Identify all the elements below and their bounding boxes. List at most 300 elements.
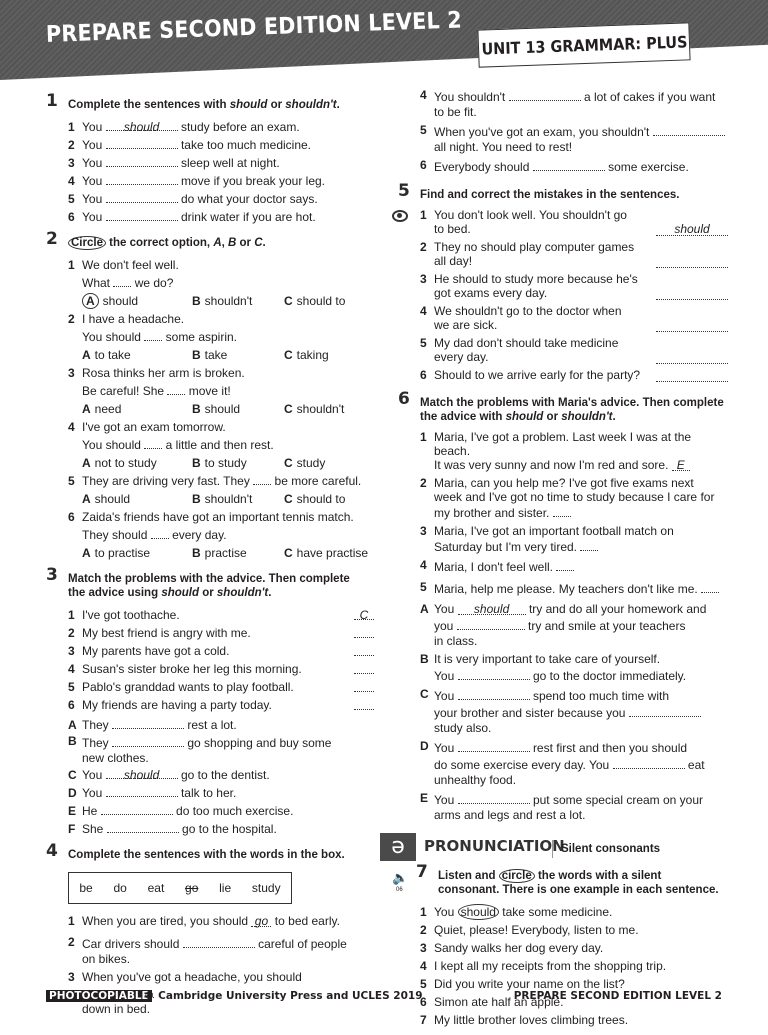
circle-word: circle (499, 869, 535, 883)
item-text: got exams every day. (434, 286, 548, 300)
option-letter: B (192, 492, 201, 506)
correction-item (398, 336, 728, 364)
advice-c (398, 687, 728, 736)
answer-gap[interactable] (183, 935, 255, 948)
item-number: 3 (68, 156, 75, 170)
item-number: 5 (68, 192, 75, 206)
item-number: 2 (68, 138, 75, 152)
item-number: 4 (68, 174, 75, 188)
correction-item (398, 240, 728, 268)
exercise-3-problems (46, 606, 374, 714)
sentence-item (398, 903, 728, 921)
exercise-7-items (398, 903, 728, 1029)
advice-d (398, 739, 728, 788)
exercise-instruction (420, 392, 728, 424)
item-letter: E (420, 791, 429, 805)
instruction-word: shouldn't (561, 411, 613, 423)
question-item (46, 472, 374, 490)
sentence-item (46, 208, 374, 226)
item-text: Maria, help me please. My teachers don't like me. (434, 582, 698, 596)
option-a[interactable] (82, 454, 157, 472)
option-letter: B (192, 348, 201, 362)
option-letter: A (82, 456, 91, 470)
advice-item (46, 802, 374, 820)
exercise-5 (398, 181, 728, 386)
item-text: Did you write your name on the list? (434, 977, 625, 991)
answer-gap[interactable] (106, 190, 178, 203)
answer-gap[interactable] (106, 154, 178, 167)
item-text: You (434, 793, 455, 807)
item-number: 5 (420, 123, 427, 137)
answer-gap[interactable] (253, 472, 271, 485)
sentence-item (46, 154, 374, 172)
item-text: talk to her. (180, 786, 237, 800)
sentence-item (46, 935, 374, 967)
instruction-text: or (267, 99, 286, 111)
instruction-text: the advice using (68, 587, 162, 599)
item-text: do some exercise every day. You (434, 758, 610, 772)
option-text: take (204, 348, 228, 362)
answer-gap[interactable] (113, 274, 131, 287)
word-option: study (251, 881, 281, 895)
item-text: Simon ate half an apple. (434, 995, 564, 1009)
option-letter: A (82, 293, 99, 309)
answer-gap[interactable] (533, 158, 605, 171)
answer-gap[interactable]: should (458, 602, 526, 615)
option-text: study (296, 456, 326, 470)
item-text: My friends are having a party today. (82, 698, 272, 712)
sentence-item (46, 914, 374, 932)
item-text: go shopping and buy some (187, 736, 332, 750)
sentence-item (46, 118, 374, 136)
option-text: shouldn't (204, 492, 253, 506)
correction-answer[interactable] (656, 368, 728, 382)
item-number: 5 (68, 474, 75, 488)
correction-item (398, 272, 728, 300)
answer-gap[interactable] (167, 382, 185, 395)
option-letter: A (213, 237, 222, 249)
item-text: take too much medicine. (180, 138, 312, 152)
answer-gap[interactable] (107, 820, 179, 833)
item-text: Maria, I've got a problem. Last week I was at the beach. (434, 430, 692, 458)
word-box (68, 872, 292, 904)
problem-item (46, 606, 374, 624)
option-text: not to study (94, 456, 157, 470)
word-option: lie (219, 881, 232, 895)
item-text: When you are tired, you should (82, 914, 249, 928)
exercise-2 (46, 229, 374, 562)
item-text: You (434, 905, 458, 919)
item-number: 7 (420, 1013, 427, 1027)
instruction-word: should (229, 99, 268, 111)
question-line (46, 436, 374, 454)
answer-options (46, 490, 374, 508)
exercise-instruction (68, 568, 374, 600)
item-number: 4 (420, 959, 427, 973)
option-letter: C (284, 348, 293, 362)
exercise-3-advice (46, 716, 374, 838)
answer-gap[interactable] (613, 756, 685, 769)
option-c[interactable] (284, 400, 344, 418)
answer-gap[interactable] (144, 436, 162, 449)
instruction-text: the words with a silent (534, 870, 662, 882)
option-text: shouldn't (296, 402, 345, 416)
item-text: you (434, 619, 454, 633)
correction-answer[interactable] (656, 254, 728, 268)
item-text: They (82, 718, 109, 732)
advice-item (46, 734, 374, 766)
item-text: in class. (434, 634, 478, 648)
match-answer[interactable] (701, 580, 719, 593)
item-text: arms and legs and rest a lot. (434, 808, 586, 822)
sentence-item (398, 123, 728, 155)
item-text: Everybody should (434, 160, 530, 174)
option-b[interactable] (192, 454, 247, 472)
question-item (46, 310, 374, 328)
instruction-text: . (336, 99, 340, 111)
advice-b (398, 652, 728, 684)
exercise-instruction (68, 94, 374, 112)
item-text: some exercise. (608, 160, 689, 174)
answer-gap[interactable] (458, 687, 530, 700)
answer-gap[interactable] (509, 88, 581, 101)
answer-gap[interactable] (101, 802, 173, 815)
item-number: 4 (420, 88, 427, 102)
option-text: should (204, 402, 241, 416)
exercise-instruction (438, 865, 728, 897)
option-letter: A (82, 402, 91, 416)
correction-answer[interactable]: should (656, 222, 728, 236)
item-letter: D (420, 739, 429, 753)
option-letter: A (82, 546, 91, 560)
left-column (46, 91, 374, 1023)
item-text: My parents have got a cold. (82, 644, 230, 658)
item-number: 1 (68, 608, 75, 622)
audio-speaker-icon[interactable]: 🔈 06 (392, 869, 408, 887)
correction-answer[interactable] (656, 318, 728, 332)
word-option: eat (147, 881, 165, 895)
answer-gap[interactable] (106, 784, 178, 797)
item-text: You (434, 602, 455, 616)
item-text: do what your doctor says. (180, 192, 318, 206)
item-number: E (68, 804, 77, 818)
item-number: B (68, 734, 77, 748)
sentence-item (46, 136, 374, 154)
question-line (46, 274, 374, 292)
footer-book-title: PREPARE SECOND EDITION LEVEL 2 (513, 990, 722, 1002)
item-number: 4 (68, 662, 75, 676)
instruction-text: or (543, 411, 562, 423)
unit-title: UNIT 13 GRAMMAR: PLUS (480, 31, 688, 59)
option-c[interactable] (284, 490, 345, 508)
item-text: go to the dentist. (180, 768, 270, 782)
answer-gap[interactable] (653, 123, 725, 136)
footer (46, 990, 722, 1006)
exercise-6-advice (398, 602, 728, 823)
problem-item (46, 696, 374, 714)
match-answer[interactable] (553, 504, 571, 517)
item-letter: A (420, 602, 429, 616)
item-number: 6 (68, 698, 75, 712)
item-text: to bed. (434, 222, 471, 236)
word-option: go (185, 881, 199, 895)
item-text: You (82, 156, 103, 170)
instruction-text: Match the problems with the advice. Then complete (68, 573, 350, 585)
exercise-number: 4 (46, 841, 58, 861)
item-number: 5 (420, 977, 427, 991)
option-c[interactable] (284, 292, 345, 310)
item-text: some aspirin. (165, 330, 238, 344)
exercise-number: 3 (46, 565, 58, 585)
answer-gap[interactable] (144, 328, 162, 341)
circle-word: Circle (68, 236, 106, 250)
item-number: 4 (420, 304, 427, 318)
option-b[interactable] (192, 544, 247, 562)
option-b[interactable] (192, 292, 252, 310)
item-text: I've got toothache. (82, 608, 180, 622)
option-text: should (94, 492, 131, 506)
instruction-text: . (612, 411, 616, 423)
item-number: F (68, 822, 76, 836)
instruction-word: should (505, 411, 544, 423)
item-text: My best friend is angry with me. (82, 626, 251, 640)
item-number: 5 (420, 580, 427, 594)
problem-item (46, 678, 374, 696)
answer-gap[interactable] (458, 667, 530, 680)
exercise-3 (46, 565, 374, 838)
item-text: study also. (434, 721, 492, 735)
photocopiable-label: PHOTOCOPIABLE (46, 990, 152, 1002)
option-letter: A (82, 492, 91, 506)
item-number: C (68, 768, 77, 782)
instruction-text: or (236, 237, 255, 249)
match-answer[interactable] (354, 696, 374, 710)
question-line (46, 526, 374, 544)
instruction-text: . (268, 587, 272, 599)
option-c[interactable] (284, 454, 325, 472)
item-text: go to the doctor immediately. (532, 669, 687, 683)
match-answer[interactable]: C (354, 606, 374, 620)
answer-gap[interactable] (112, 734, 184, 747)
answer-gap[interactable] (629, 704, 701, 717)
item-text: Should to we arrive early for the party? (434, 368, 641, 382)
item-number: 3 (420, 524, 427, 538)
answer-gap[interactable] (458, 739, 530, 752)
instruction-text: the advice with (420, 411, 506, 423)
item-text: You shouldn't (434, 90, 506, 104)
question-item (46, 364, 374, 382)
item-letter: C (420, 687, 429, 701)
match-answer[interactable] (354, 624, 374, 638)
item-text: Maria, I've got an important football match on (434, 524, 674, 538)
option-letter: A (82, 348, 91, 362)
item-number: 4 (68, 420, 75, 434)
option-letter: C (254, 237, 263, 249)
exercise-instruction: Complete the sentences with the words in the box. (68, 849, 345, 861)
item-text: Sandy walks her dog every day. (434, 941, 604, 955)
option-letter: B (228, 237, 237, 249)
answer-options (46, 292, 374, 310)
circled-word[interactable]: should (458, 904, 499, 920)
problem-item (398, 476, 728, 520)
exercise-number: 7 (416, 862, 428, 882)
item-text: sleep well at night. (180, 156, 280, 170)
item-text: careful of people (258, 937, 347, 951)
item-letter: B (420, 652, 429, 666)
problem-item (46, 624, 374, 642)
item-text: Be careful! She (82, 384, 165, 398)
instruction-text: . (262, 237, 266, 249)
exercise-instruction: Find and correct the mistakes in the sentences. (420, 189, 680, 201)
option-text: to study (204, 456, 247, 470)
option-text: shouldn't (204, 294, 253, 308)
instruction-word: should (161, 587, 200, 599)
sentence-item (46, 172, 374, 190)
item-text: put some special cream on your (532, 793, 704, 807)
match-answer[interactable] (580, 538, 598, 551)
correction-item (398, 368, 728, 386)
audio-track: 06 (396, 887, 403, 893)
item-number: 5 (68, 680, 75, 694)
item-text: You (434, 741, 455, 755)
correction-answer[interactable] (656, 286, 728, 300)
question-item (46, 256, 374, 274)
word-option: be (79, 881, 93, 895)
correction-answer[interactable] (656, 350, 728, 364)
option-a[interactable] (82, 400, 121, 418)
exercise-number: 1 (46, 91, 58, 111)
answer-options (46, 400, 374, 418)
answer-gap[interactable]: go (251, 914, 271, 927)
problem-item (398, 430, 728, 472)
match-answer[interactable] (556, 558, 574, 571)
item-text: week and I've got no time to study because I care for (434, 490, 715, 504)
option-c[interactable] (284, 346, 329, 364)
right-column (391, 88, 728, 1035)
option-a[interactable] (82, 490, 130, 508)
sentence-item (398, 921, 728, 939)
item-text: You (82, 210, 103, 224)
item-text: I have a headache. (82, 312, 185, 326)
answer-gap[interactable] (106, 208, 178, 221)
pronunciation-header (391, 833, 728, 859)
item-number: 2 (420, 923, 427, 937)
item-text: You should (82, 330, 141, 344)
item-text: We don't feel well. (82, 258, 179, 272)
answer-gap[interactable]: should (106, 118, 178, 131)
item-text: What (82, 276, 111, 290)
answer-gap[interactable] (151, 526, 169, 539)
option-letter: B (192, 294, 201, 308)
item-text: When you've got a headache, you should (82, 970, 302, 984)
item-text: move if you break your leg. (180, 174, 326, 188)
item-text: a little and then rest. (165, 438, 274, 452)
item-text: Susan's sister broke her leg this morning. (82, 662, 302, 676)
exercise-6 (398, 389, 728, 823)
answer-gap[interactable]: should (106, 766, 178, 779)
item-text: You should (82, 438, 141, 452)
item-text: Quiet, please! Everybody, listen to me. (434, 923, 639, 937)
item-text: eat (687, 758, 705, 772)
exercise-1-items (46, 118, 374, 226)
item-number: 6 (420, 158, 427, 172)
match-answer[interactable] (354, 642, 374, 656)
option-b[interactable] (192, 346, 227, 364)
question-item (46, 508, 374, 526)
schwa-icon: ə (380, 833, 416, 861)
item-text: It is very important to take care of yourself. (434, 652, 661, 666)
sentence-item (398, 88, 728, 120)
item-number: 3 (420, 941, 427, 955)
item-number: 4 (420, 558, 427, 572)
option-a[interactable] (82, 346, 131, 364)
option-a[interactable] (82, 292, 138, 310)
match-answer[interactable]: E (672, 458, 690, 471)
option-c[interactable] (284, 544, 368, 562)
item-text: all night. You need to rest! (434, 140, 573, 154)
instruction-word: shouldn't (285, 99, 337, 111)
item-text: do too much exercise. (176, 804, 294, 818)
item-number: 2 (68, 312, 75, 326)
item-text: my brother and sister. (434, 506, 550, 520)
exercise-1 (46, 91, 374, 226)
item-text: drink water if you are hot. (180, 210, 316, 224)
item-number: 1 (420, 905, 427, 919)
item-text: You (434, 689, 455, 703)
item-text: try and smile at your teachers (528, 619, 686, 633)
option-b[interactable] (192, 400, 240, 418)
answer-gap[interactable] (457, 617, 525, 630)
pronunciation-title: PRONUNCIATION (424, 837, 565, 855)
item-number: 6 (420, 995, 427, 1009)
answer-options (46, 454, 374, 472)
match-answer[interactable] (354, 660, 374, 674)
item-text: all day! (434, 254, 473, 268)
sentence-item (46, 190, 374, 208)
item-text: My dad don't should take medicine (434, 336, 619, 350)
item-text: go to the hospital. (182, 822, 277, 836)
answer-gap[interactable] (106, 136, 178, 149)
item-number: 2 (68, 626, 75, 640)
answer-gap[interactable] (458, 791, 530, 804)
exercise-number: 5 (398, 181, 410, 201)
instruction-text: or (199, 587, 217, 599)
option-b[interactable] (192, 490, 252, 508)
item-text: It was very sunny and now I'm red and sore. (434, 458, 669, 472)
option-letter: B (192, 402, 201, 416)
match-answer[interactable] (354, 678, 374, 692)
answer-gap[interactable] (112, 716, 184, 729)
advice-item (46, 820, 374, 838)
item-text: try and do all your homework and (528, 602, 707, 616)
item-number: 3 (68, 644, 75, 658)
option-a[interactable] (82, 544, 150, 562)
problem-item (398, 558, 728, 576)
item-text: They no should play computer games (434, 240, 635, 254)
sentence-item (398, 1011, 728, 1029)
instruction-text: Match the problems with Maria's advice. Then complete (420, 397, 724, 409)
instruction-text: the correct option, (105, 237, 214, 249)
option-text: need (94, 402, 122, 416)
exercise-6-problems (398, 430, 728, 598)
item-number: 3 (68, 970, 75, 984)
problem-item (46, 660, 374, 678)
item-text: They are driving very fast. They (82, 474, 250, 488)
instruction-text: Complete the sentences with (68, 99, 230, 111)
option-letter: C (284, 546, 293, 560)
instruction-text: consonant. There is one example in each sentence. (438, 884, 719, 896)
answer-gap[interactable] (106, 172, 178, 185)
